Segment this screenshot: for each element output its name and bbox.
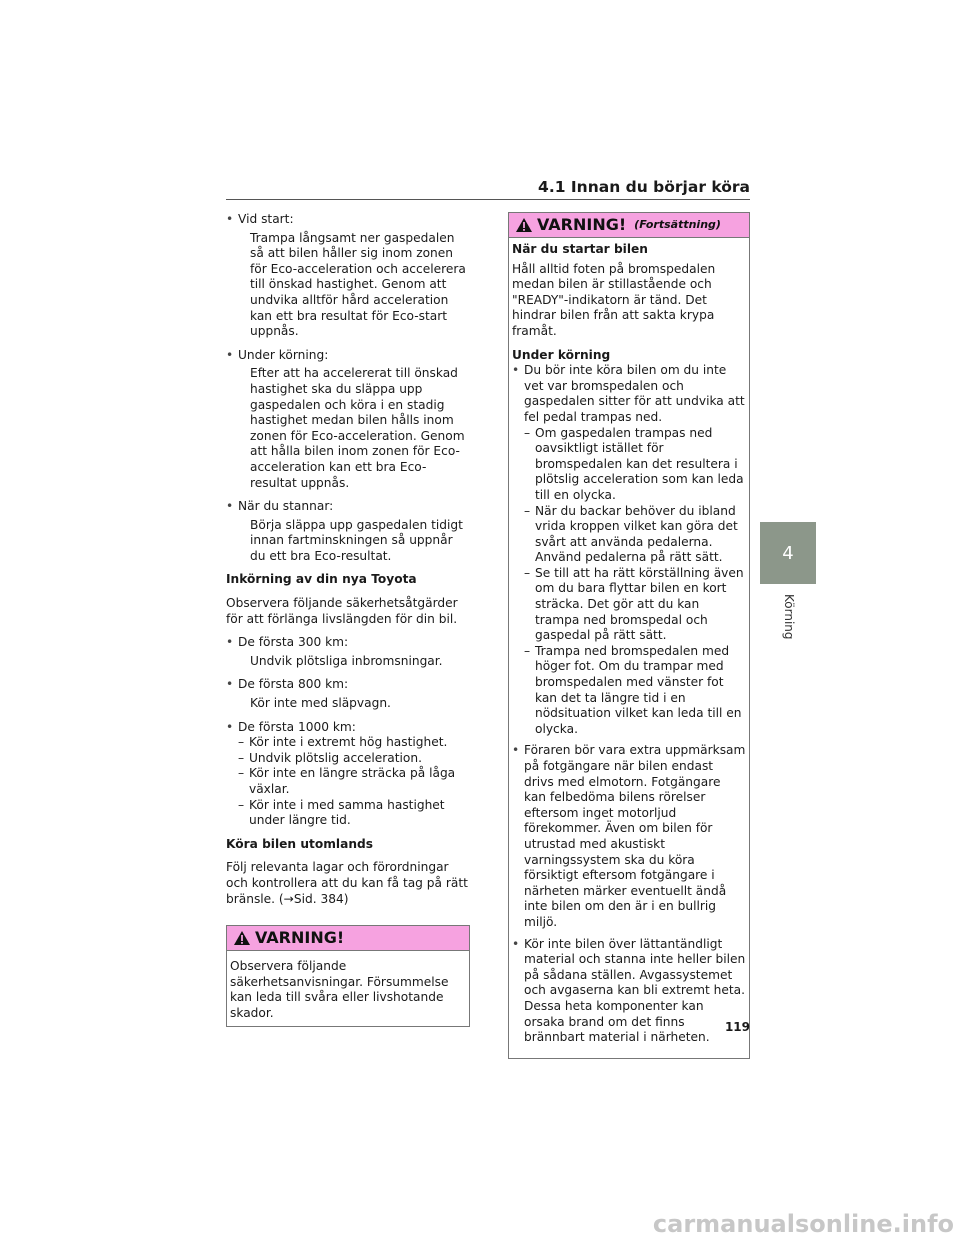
warning-triangle-icon bbox=[515, 217, 533, 233]
bullet-marker: • bbox=[226, 212, 234, 226]
dash-item: – Trampa ned bromspedalen med höger fot. Om du trampar med bromspedalen med vänster fot kan det ta längre tid i en nödsituation vilket kan leda till en olycka. bbox=[524, 643, 742, 736]
watermark: carmanualsonline.info bbox=[652, 1210, 954, 1238]
bullet-marker: • bbox=[226, 677, 234, 692]
dash-item: – Kör inte i extremt hög hastighet. bbox=[238, 735, 448, 750]
bullet-marker: • bbox=[226, 635, 234, 650]
list-item bbox=[226, 212, 470, 340]
list-item bbox=[512, 363, 746, 737]
list-item bbox=[226, 635, 470, 669]
start-text: Håll alltid foten på bromspedalen medan bilen är stillastående och "READY"-indikatorn är tänd. Det hindrar bilen från att sakta krypa framåt. bbox=[512, 261, 716, 338]
abroad-text: Följ relevanta lagar och förordningar och kontrollera att du kan få tag på rätt bränsle. (→Sid. 384) bbox=[226, 860, 468, 906]
item-body: Du bör inte köra bilen om du inte vet var bromspedalen och gaspedalen sitter för att undvika att fel pedal trampas ned. bbox=[524, 363, 745, 424]
left-column bbox=[226, 212, 470, 1027]
item-body: Föraren bör vara extra uppmärksam på fotgängare när bilen endast drivs med elmotorn. Fotgängare kan felbedöma bilens rörelser eftersom inget motorljud förekommer. Även om bilen för utrustad med akustiskt varningssystem ska du köra försiktigt eftersom fotgängare i närheten märker eventuellt ändå inte bilen om den är i en bullrig miljö. bbox=[524, 743, 746, 929]
item-label: Under körning: bbox=[238, 347, 329, 362]
bullet-marker: • bbox=[512, 743, 520, 758]
dash-item: – Undvik plötslig acceleration. bbox=[238, 750, 422, 765]
section-title: 4.1 Innan du börjar köra bbox=[538, 178, 750, 196]
chapter-tab: 4 bbox=[760, 522, 816, 584]
right-column bbox=[508, 212, 750, 1059]
item-body: Börja släppa upp gaspedalen tidigt innan fartminskningen så uppnår du ett bra Eco-resultat. bbox=[250, 517, 463, 563]
item-label: När du stannar: bbox=[238, 499, 334, 514]
start-heading: När du startar bilen bbox=[512, 242, 648, 256]
item-body: Efter att ha accelererat till önskad hastighet ska du släppa upp gaspedalen och köra i en stadig hastighet medan bilen hålls inom zonen för Eco-acceleration. Genom att hålla bilen inom zonen för Eco-acceleration kan ett bra Eco-resultat uppnås. bbox=[250, 366, 465, 490]
item-label: Vid start: bbox=[238, 212, 294, 226]
driving-heading: Under körning bbox=[512, 347, 611, 362]
item-body: Kör inte med släpvagn. bbox=[250, 696, 391, 711]
warning-triangle-icon bbox=[233, 930, 251, 946]
list-item bbox=[512, 743, 746, 930]
warning-title: VARNING! bbox=[255, 928, 345, 948]
page-number: 119 bbox=[724, 1020, 750, 1034]
dash-item: – Se till att ha rätt körställning även om du bara flyttar bilen en kort sträcka. Det gör att du kan trampa ned bromspedal och gaspedal på rätt sätt. bbox=[524, 565, 744, 643]
dash-item: – Kör inte en längre sträcka på låga växlar. bbox=[238, 766, 456, 796]
dash-item: – Om gaspedalen trampas ned oavsiktligt istället för bromspedalen kan det resultera i plötslig acceleration som kan leda till en olycka. bbox=[524, 425, 744, 502]
break-in-heading: Inkörning av din nya Toyota bbox=[226, 572, 417, 587]
warning-header bbox=[509, 213, 749, 238]
list-item bbox=[226, 348, 470, 491]
item-label: De första 300 km: bbox=[238, 635, 349, 650]
item-body: Undvik plötsliga inbromsningar. bbox=[250, 653, 443, 668]
warning-box bbox=[226, 925, 470, 1026]
warning-header bbox=[227, 926, 469, 951]
list-item bbox=[512, 937, 746, 1046]
abroad-heading: Köra bilen utomlands bbox=[226, 836, 373, 851]
item-body: Kör inte bilen över lättantändligt material och stanna inte heller bilen på sådana ställen. Avgassystemet och avgaserna kan bli extremt heta. Dessa heta komponenter kan orsaka brand om det finns brännbart material i närheten. bbox=[524, 936, 746, 1045]
bullet-marker: • bbox=[512, 363, 520, 378]
list-item bbox=[226, 720, 470, 829]
item-label: De första 1000 km: bbox=[238, 719, 356, 734]
bullet-marker: • bbox=[512, 936, 520, 951]
item-body: Trampa långsamt ner gaspedalen så att bilen håller sig inom zonen för Eco-acceleration och accelerera till önskad hastighet. Genom att undvika alltför hård acceleration kan ett bra resultat för Eco-start uppnås. bbox=[250, 230, 466, 339]
bullet-marker: • bbox=[226, 499, 234, 514]
item-label: De första 800 km: bbox=[238, 677, 349, 692]
bullet-marker: • bbox=[226, 347, 234, 362]
dash-item: – Kör inte i med samma hastighet under längre tid. bbox=[238, 797, 445, 828]
chapter-label: Körning bbox=[782, 594, 796, 640]
bullet-marker: • bbox=[226, 719, 234, 734]
warning-text: Observera följande säkerhetsanvisningar. Försummelse kan leda till svåra eller livshotande skador. bbox=[230, 959, 449, 1020]
header-divider bbox=[226, 199, 750, 200]
dash-item: – När du backar behöver du ibland vrida kroppen vilket kan göra det svårt att använda pedalerna. Använd pedalerna på rätt sätt. bbox=[524, 503, 738, 565]
break-in-intro: Observera följande säkerhetsåtgärder för att förlänga livslängden för din bil. bbox=[226, 596, 458, 626]
warning-title: VARNING! bbox=[537, 215, 627, 235]
list-item bbox=[226, 677, 470, 711]
warning-subtitle: (Fortsättning) bbox=[634, 218, 721, 232]
list-item bbox=[226, 499, 470, 564]
warning-continued-box bbox=[508, 212, 750, 1059]
